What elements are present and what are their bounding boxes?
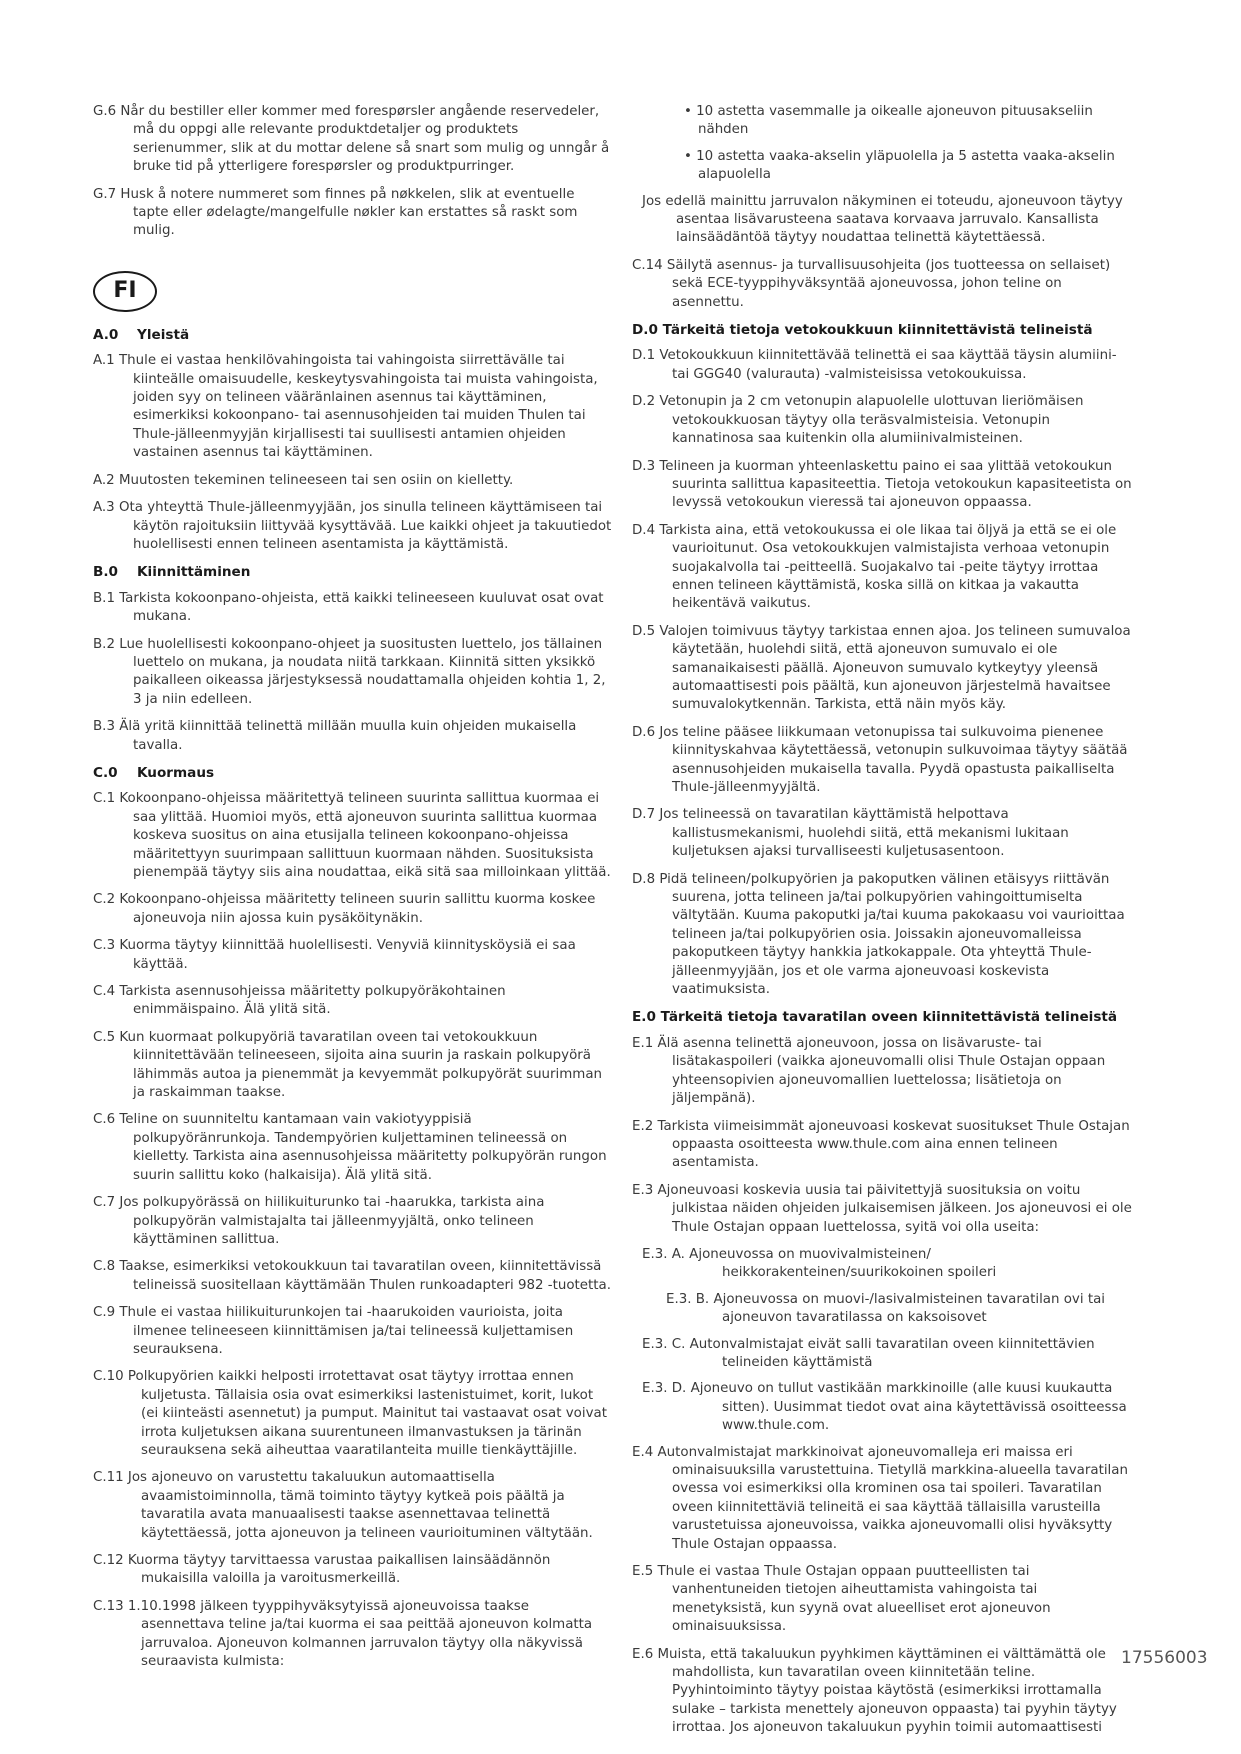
section-e3a: E.3. A. Ajoneuvossa on muovivalmisteinen/ heikkorakenteinen/suurikokoinen spoileri	[642, 1246, 997, 1281]
heading-a-num: A.0	[93, 326, 119, 343]
section-b2: B.2 Lue huolellisesti kokoonpano-ohjeet ja suositusten luettelo, jos tällainen luettelo on mukana, ja noudata niitä tarkkaan. Kiinnitä sitten yksikkö paikalleen oikeassa järjestyksessä noudattamalla ohjeiden kohtia 1, 2, 3 ja niin edelleen.	[93, 636, 606, 707]
section-c14: C.14 Säilytä asennus- ja turvallisuusohjeita (jos tuotteessa on sellaiset) sekä ECE-tyyppihyväksyntää ajoneuvossa, johon teline on asennettu.	[632, 257, 1111, 310]
section-e3d: E.3. D. Ajoneuvo on tullut vastikään markkinoille (alle kuusi kuukautta sitten). Uusimmat tiedot ovat aina käytettävissä osoitteessa www.thule.com.	[642, 1381, 1127, 1434]
section-c8: C.8 Taakse, esimerkiksi vetokoukkuun tai tavaratilan oveen, kiinnitettävissä telineissä suositellaan käyttämään Thulen runkoadapteri 982 -tuotetta.	[93, 1259, 611, 1293]
section-g6: G.6 Når du bestiller eller kommer med forespørsler angående reservedeler, må du oppgi alle relevante produktdetaljer og produktets serienummer, slik at du mottar delene så snart som mulig og unngår å bruke tid på ytterligere forespørsler og produktpurringer.	[93, 104, 610, 175]
section-d7: D.7 Jos telineessä on tavaratilan käyttämistä helpottava kallistusmekanismi, huolehdi siitä, että mekanismi lukitaan kuljetuksen ajaksi turvalliseesti kuljetusasentoon.	[632, 807, 1069, 860]
c13-bullet-2: • 10 astetta vaaka-akselin yläpuolella ja 5 astetta vaaka-akselin alapuolella	[684, 148, 1115, 183]
section-c5: C.5 Kun kuormaat polkupyöriä tavaratilan oveen tai vetokoukkuun kiinnitettävään telineeseen, sijoita aina suurin ja raskain polkupyörä lähimmäs autoa ja pienemmät ja kevyemmät polkupyörät suurimman ja raskaimman taakse.	[93, 1029, 603, 1101]
section-d8: D.8 Pidä telineen/polkupyörien ja pakoputken välinen etäisyys riittävän suurena, jotta telineen ja/tai polkupyörien vahingoittumiselta vältytään. Kuuma pakoputki ja/tai kuuma pakokaasu voi vaurioittaa telineen ja/tai polkupyörien osia. Joissakin ajoneuvomalleissa pakoputkeen täytyy hankkia jatkokappale. Ota yhteyttä Thule-jälleenmyyjään, jos et ole varma ajoneuvoasi koskevista vaatimuksista.	[632, 871, 1125, 998]
section-c1: C.1 Kokoonpano-ohjeissa määritettyä telineen suurinta sallittua kuormaa ei saa ylittää. Huomioi myös, että ajoneuvon suurinta sallittua kuormaa koskeva suositus on aina etusijalla telineen kokoonpano-ohjeissa määritettyyn suurimpaan sallittuun kuormaan nähden. Suosituksista pienempää täytyy siis aina noudattaa, eikä sitä saa milloinkaan ylittää.	[93, 791, 611, 880]
c13-bullet-1: • 10 astetta vasemmalle ja oikealle ajoneuvon pituusakseliin nähden	[684, 104, 1093, 138]
heading-a-title: Yleistä	[137, 326, 190, 343]
heading-c	[93, 764, 613, 782]
section-e3: E.3 Ajoneuvoasi koskevia uusia tai päivitettyjä suosituksia on voitu julkistaa näiden ohjeiden julkaisemisen jälkeen. Jos ajoneuvosi ei ole Thule Ostajan oppaan luettelossa, syitä voi olla useita:	[632, 1182, 1132, 1235]
section-c12: C.12 Kuorma täytyy tarvittaessa varustaa paikallisen lainsäädännön mukaisilla valoilla ja varoitusmerkeillä.	[93, 1553, 551, 1587]
heading-c-title: Kuormaus	[137, 764, 215, 781]
right-column	[632, 103, 1132, 1747]
section-a3: A.3 Ota yhteyttä Thule-jälleenmyyjään, jos sinulla telineen käyttämiseen tai käytön rajoituksiin liittyvää kysyttävää. Lue kaikki ohjeet ja takuutiedot huolellisesti ennen telineen asentamista ja käyttämistä.	[93, 500, 612, 552]
section-d2: D.2 Vetonupin ja 2 cm vetonupin alapuolelle ulottuvan lieriömäisen vetokoukkuosan täytyy olla teräsvalmisteisia. Vetonupin kannatinosa saa kuitenkin olla alumiinivalmisteinen.	[632, 394, 1084, 447]
section-e5: E.5 Thule ei vastaa Thule Ostajan oppaan puutteellisten tai vanhentuneiden tietojen aiheuttamista vahingoista tai menetyksistä, kun syynä ovat alueelliset erot ajoneuvon ominaisuuksissa.	[632, 1564, 1051, 1635]
section-e3c: E.3. C. Autonvalmistajat eivät salli tavaratilan oveen kiinnitettävien telineiden käyttämistä	[642, 1336, 1095, 1370]
heading-b-title: Kiinnittäminen	[137, 564, 251, 581]
language-badge: FI	[93, 271, 157, 312]
section-a2: A.2 Muutosten tekeminen telineeseen tai sen osiin on kielletty.	[93, 472, 514, 488]
section-e1: E.1 Älä asenna telinettä ajoneuvoon, jossa on lisävaruste- tai lisätakaspoileri (vaikka ajoneuvomalli olisi Thule Ostajan oppaan yhteensopivien ajoneuvomallien luettelossa; lisätietoja on jäljempänä).	[632, 1035, 1106, 1107]
heading-d: D.0 Tärkeitä tietoja vetokoukkuun kiinnitettävistä telineistä	[632, 322, 1093, 339]
section-c7: C.7 Jos polkupyörässä on hiilikuiturunko tai -haarukka, tarkista aina polkupyörän valmistajalta tai jälleenmyyjältä, onko telineen käyttäminen sallittua.	[93, 1195, 545, 1247]
section-d6: D.6 Jos teline pääsee liikkumaan vetonupissa tai sulkuvoima pienenee kiinnityskahvaa käytettäessä, vetonupin sulkuvoimaa täytyy säätää asennusohjeiden mukaisella tavalla. Pyydä opastusta paikalliselta Thule-jälleenmyyjältä.	[632, 724, 1128, 795]
section-c13: C.13 1.10.1998 jälkeen tyyppihyväksytyissä ajoneuvoissa taakse asennettava teline ja/tai kuorma ei saa peittää ajoneuvon kolmatta jarruvaloa. Ajoneuvon kolmannen jarruvalon täytyy olla näkyvissä seuraavista kulmista:	[93, 1598, 593, 1670]
section-d1: D.1 Vetokoukkuun kiinnitettävää telinettä ei saa käyttää täysin alumiini- tai GGG40 (valurauta) -valmisteisissa vetokoukuissa.	[632, 348, 1117, 382]
heading-e: E.0 Tärkeitä tietoja tavaratilan oveen kiinnitettävistä telineistä	[632, 1009, 1118, 1026]
section-b3: B.3 Älä yritä kiinnittää telinettä millään muulla kuin ohjeiden mukaisella tavalla.	[93, 719, 577, 753]
left-column	[93, 103, 613, 1680]
c13-continuation: Jos edellä mainittu jarruvalon näkyminen ei toteudu, ajoneuvoon täytyy asentaa lisävarusteena saatava korvaava jarruvalo. Kansallista lainsäädäntöä täytyy noudattaa telinettä käytettäessä.	[642, 193, 1123, 246]
section-c2: C.2 Kokoonpano-ohjeissa määritetty telineen suurin sallittu kuorma koskee ajoneuvoja niin ajossa kuin pysäköitynäkin.	[93, 892, 596, 926]
section-a1: A.1 Thule ei vastaa henkilövahingoista tai vahingoista siirrettävälle tai kiinteälle omaisuudelle, keskeytysvahingoista tai muista vahingoista, joiden syy on telineen vääränlainen asennus tai käyttäminen, esimerkiksi kokoonpano- tai asennusohjeiden tai muiden Thulen tai Thule-jälleenmyyjän kirjallisesti tai suullisesti antamien ohjeiden vastainen asennus tai käyttäminen.	[93, 353, 598, 461]
section-e2: E.2 Tarkista viimeisimmät ajoneuvoasi koskevat suositukset Thule Ostajan oppaasta osoitteesta www.thule.com aina ennen telineen asentamista.	[632, 1118, 1130, 1171]
section-c6: C.6 Teline on suunniteltu kantamaan vain vakiotyyppisiä polkupyöränrunkoja. Tandempyörien kuljettaminen telineessä on kielletty. Tarkista aina asennusohjeissa määritetty polkupyörän rungon suurin sallittu koko (halkaisija). Älä ylitä sitä.	[93, 1112, 607, 1183]
section-b1: B.1 Tarkista kokoonpano-ohjeista, että kaikki telineeseen kuuluvat osat ovat mukana.	[93, 590, 604, 625]
section-c9: C.9 Thule ei vastaa hiilikuiturunkojen tai -haarukoiden vaurioista, joita ilmenee telineeseen kiinnittämisen ja/tai telineessä kuljettamisen seurauksena.	[93, 1305, 574, 1357]
section-e6: E.6 Muista, että takaluukun pyyhkimen käyttäminen ei välttämättä ole mahdollista, kun tavaratilan oveen kiinnitetään teline. Pyyhintoiminto täytyy poistaa käytöstä (esimerkiksi irrottamalla sulake – tarkista menettely ajoneuvon oppaasta) tai pyyhin täytyy irrottaa. Jos ajoneuvon takaluukun pyyhin toimii automaattisesti	[632, 1646, 1117, 1736]
section-c4: C.4 Tarkista asennusohjeissa määritetty polkupyöräkohtainen enimmäispaino. Älä ylitä sitä.	[93, 984, 506, 1018]
section-e4: E.4 Autonvalmistajat markkinoivat ajoneuvomalleja eri maissa eri ominaisuuksilla varustettuina. Tietyllä markkina-alueella tavaratilan ovessa voi esimerkiksi olla krominen osa tai spoileri. Tavaratilan oveen kiinnitettäviä telineitä ei saa käyttää tällaisilla varusteilla varustetuissa ajoneuvoissa, vaikka ajoneuvomalli olisi hyväksytty Thule Ostajan oppaassa.	[632, 1444, 1128, 1552]
section-d4: D.4 Tarkista aina, että vetokoukussa ei ole likaa tai öljyä ja että se ei ole vaurioitunut. Osa vetokoukkujen valmistajista verhoaa vetonupin suojakalvolla tai -peitteellä. Suojakalvo tai -peite täytyy irrottaa ennen telineen käyttämistä, koska sillä on kitkaa ja vakautta heikentävä vaikutus.	[632, 522, 1117, 612]
section-c3: C.3 Kuorma täytyy kiinnittää huolellisesti. Venyviä kiinnitysköysiä ei saa käyttää.	[93, 938, 576, 972]
section-e3b: E.3. B. Ajoneuvossa on muovi-/lasivalmisteinen tavaratilan ovi tai ajoneuvon tavaratilassa on kaksoisovet	[666, 1291, 1106, 1326]
section-d5: D.5 Valojen toimivuus täytyy tarkistaa ennen ajoa. Jos telineen sumuvaloa käytetään, huolehdi siitä, että ajoneuvon sumuvalo ei ole samanaikaisesti päällä. Ajoneuvon sumuvalo kytkeytyy yleensä automaattisesti pois päältä, kun ajoneuvon järjestelmä havaitsee sumuvalokytkennän. Tarkista, että näin myös käy.	[632, 623, 1131, 713]
heading-b	[93, 563, 613, 581]
heading-a	[93, 326, 613, 344]
section-c11: C.11 Jos ajoneuvo on varustettu takaluukun automaattisella avaamistoiminnolla, tämä toiminto täytyy kytkeä pois päältä ja tavaratila avata manuaalisesti taakse asennettavaa telinettä käytettäessä, jotta ajoneuvon ja telineen vaurioituminen vältytään.	[93, 1470, 593, 1541]
section-g7: G.7 Husk å notere nummeret som finnes på nøkkelen, slik at eventuelle tapte eller ødelagte/mangelfulle nøkler kan erstattes så raskt som mulig.	[93, 186, 578, 239]
page-code: 17556003	[1121, 1648, 1208, 1668]
heading-c-num: C.0	[93, 764, 118, 781]
heading-b-num: B.0	[93, 564, 118, 581]
section-c10: C.10 Polkupyörien kaikki helposti irrotettavat osat täytyy irrottaa ennen kuljetusta. Tällaisia osia ovat esimerkiksi lastenistuimet, korit, lukot (ei kiinteästi asennetut) ja pumput. Mainitut tai vastaavat osat voivat irrota kuljetuksen aikana suurentuneen ilmanvastuksen ja tärinän seurauksena sekä aiheuttaa vaaratilanteita muille tienkäyttäjille.	[93, 1369, 607, 1458]
section-d3: D.3 Telineen ja kuorman yhteenlaskettu paino ei saa ylittää vetokoukun suurinta sallittua kapasiteettia. Tietoja vetokoukun kapasiteetista on levyssä vetokoukun vieressä tai ajoneuvon oppaassa.	[632, 458, 1132, 511]
